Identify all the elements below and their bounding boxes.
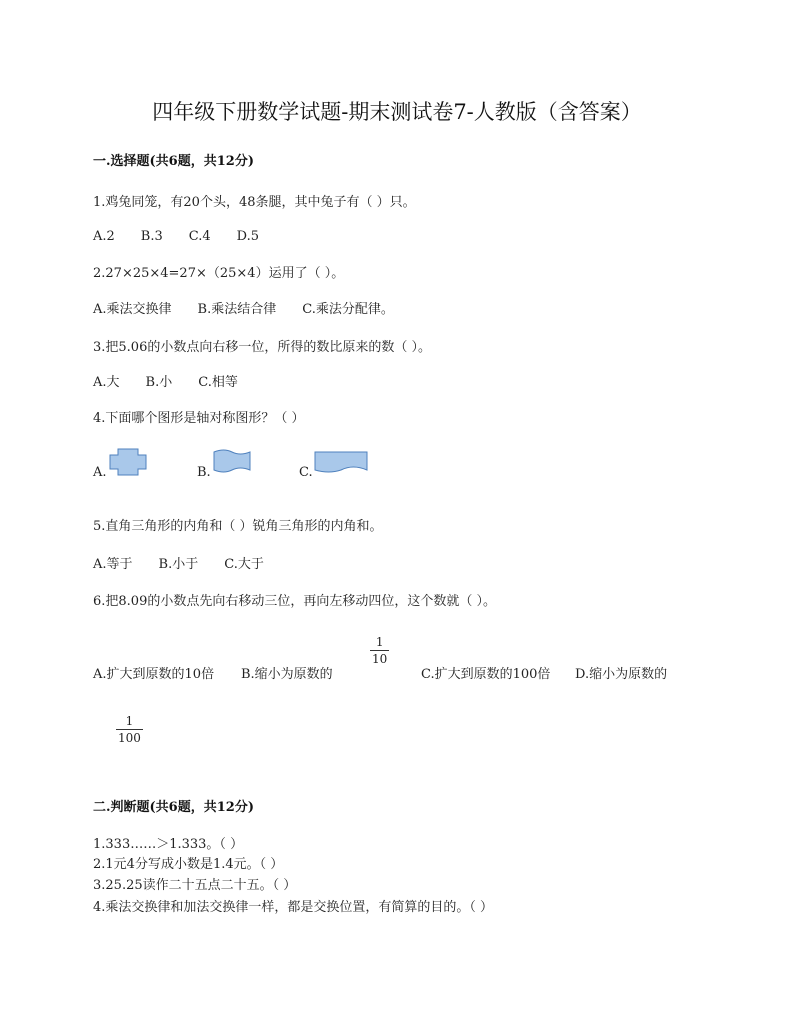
fraction-one-tenth [370,635,389,666]
question-3: 3.把5.06的小数点向右移一位，所得的数比原来的数（ ）。 [93,340,431,355]
page-title: 四年级下册数学试题-期末测试卷7-人教版（含答案） [152,100,642,124]
option-c: C. [299,465,313,480]
section-heading-choice: 一.选择题(共6题，共12分) [93,154,254,169]
option-b: B. [197,465,211,480]
option-c: C.大于 [224,557,264,572]
option-c: C.4 [188,229,211,244]
banner-shape-image [313,450,369,474]
question-6-option-a: A.扩大到原数的10倍 [93,667,215,682]
question-1: 1.鸡兔同笼，有20个头，48条腿，其中兔子有（ ）只。 [93,195,416,210]
option-b: B.小 [145,375,173,390]
option-a: A.大 [93,375,120,390]
fraction-denominator: 100 [118,731,141,745]
question-1-options [93,229,285,244]
option-b: B.乘法结合律 [197,302,277,317]
wave-flag-shape-image [212,448,252,474]
question-5-options [93,553,290,572]
question-6: 6.把8.09的小数点先向右移动三位，再向左移动四位，这个数就（ ）。 [93,594,496,609]
fraction-one-hundredth [116,714,143,745]
judgment-2: 2.1元4分写成小数是1.4元。（ ） [93,857,284,872]
question-2-options [93,298,420,317]
cross-shape-image [108,448,148,476]
option-c: C.相等 [198,375,238,390]
section-heading-judgment: 二.判断题(共6题，共12分) [93,800,254,815]
question-6-option-b: B.缩小为原数的 [241,667,333,682]
fraction-denominator: 10 [372,652,388,666]
judgment-1: 1.333……＞1.333。（ ） [93,837,244,852]
judgment-3: 3.25.25读作二十五点二十五。（ ） [93,878,297,893]
question-6-option-d: D.缩小为原数的 [575,667,668,682]
question-2: 2.27×25×4=27×（25×4）运用了（ ）。 [93,266,345,281]
option-b: B.3 [140,229,163,244]
question-6-option-c: C.扩大到原数的100倍 [421,667,551,682]
option-a: A.等于 [93,557,133,572]
fraction-numerator: 1 [125,714,134,728]
question-5: 5.直角三角形的内角和（ ）锐角三角形的内角和。 [93,519,383,534]
question-3-options [93,371,264,390]
option-a: A.乘法交换律 [93,302,172,317]
option-c: C.乘法分配律。 [302,302,394,317]
fraction-numerator: 1 [375,635,384,649]
question-4: 4.下面哪个图形是轴对称图形？（ ） [93,411,305,426]
judgment-4: 4.乘法交换律和加法交换律一样，都是交换位置，有简算的目的。（ ） [93,900,494,915]
option-a: A.2 [93,229,115,244]
option-b: B.小于 [158,557,199,572]
option-d: D.5 [236,229,260,244]
option-a: A. [93,465,107,480]
